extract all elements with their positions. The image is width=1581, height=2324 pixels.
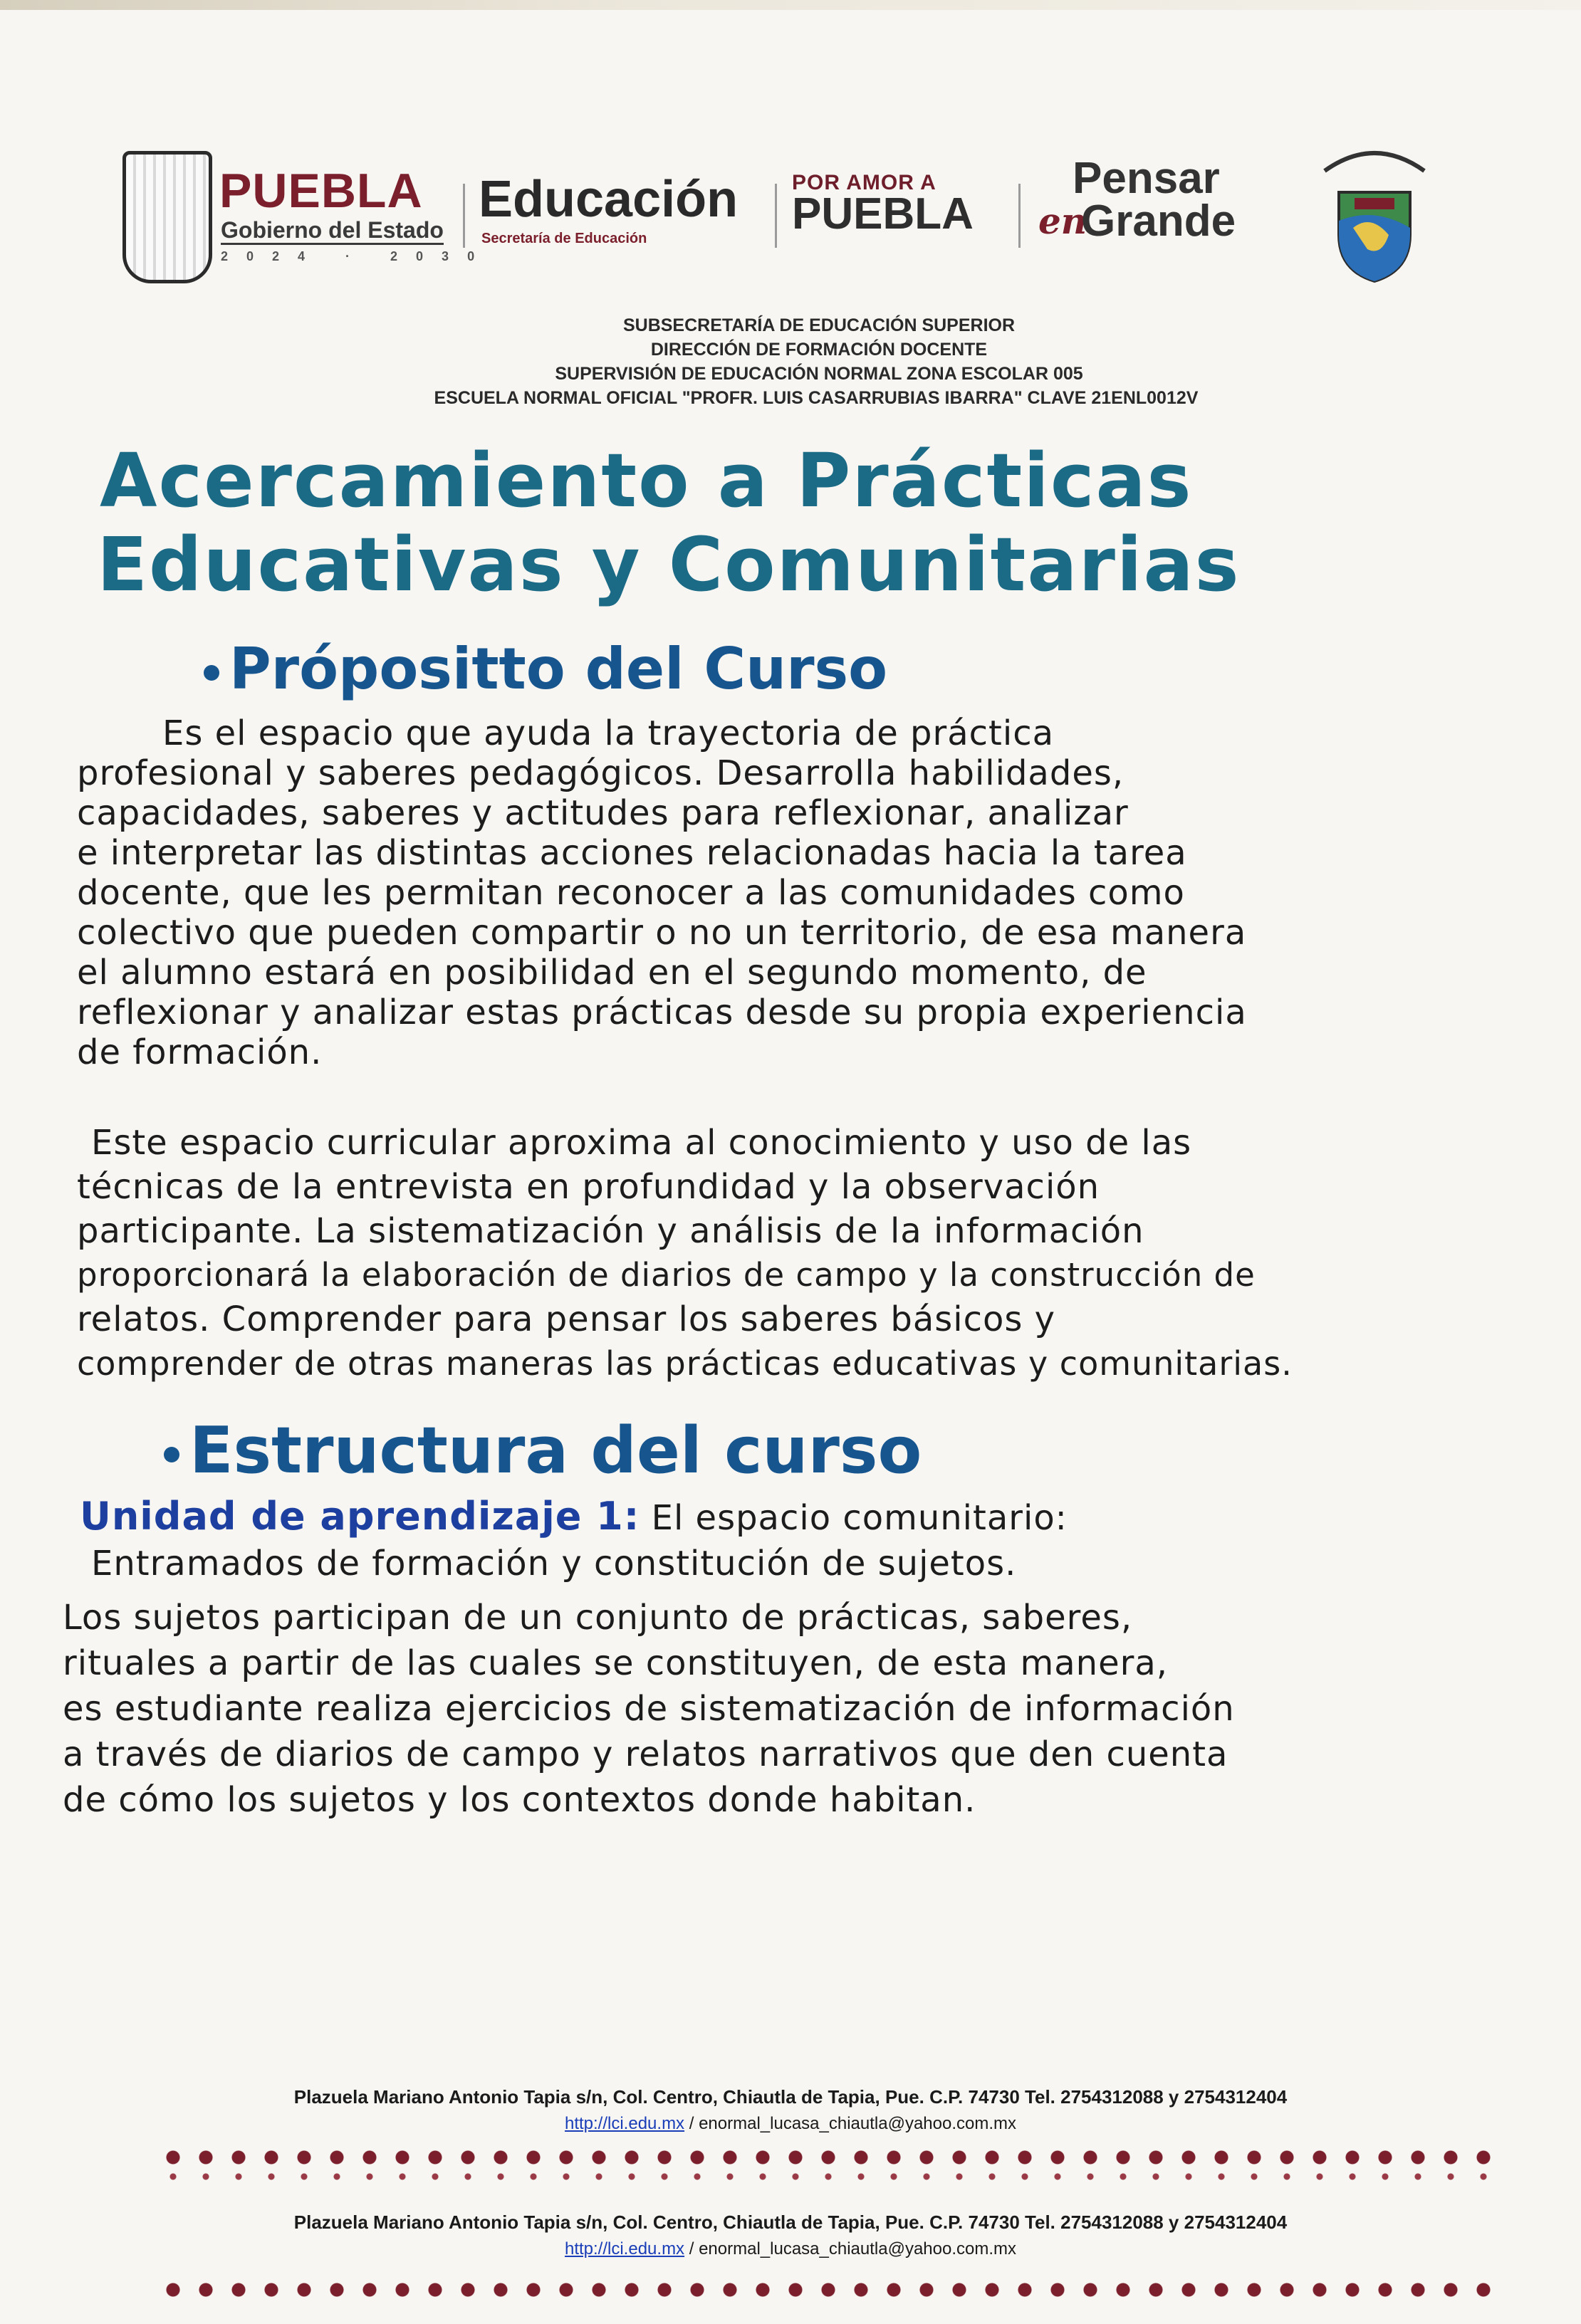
por-amor-puebla-word: PUEBLA [792, 189, 974, 239]
gobierno-years: 2024 · 2030 [221, 249, 494, 263]
text-line: participante. La sistematización y análisis de la información [77, 1211, 1144, 1251]
institution-line-3: SUPERVISIÓN DE EDUCACIÓN NORMAL ZONA ESCOLAR 005 [555, 364, 1083, 384]
text-line: de cómo los sujetos y los contextos donde habitan. [63, 1780, 976, 1820]
footer-secondary [0, 2212, 1581, 2259]
footer-links [0, 2114, 1581, 2134]
text-line: de formación. [77, 1032, 323, 1072]
gobierno-label: Gobierno del Estado [221, 218, 444, 245]
text-line: Es el espacio que ayuda la trayectoria de práctica [162, 713, 1055, 753]
website-link[interactable]: http://lci.edu.mx [564, 2114, 685, 2133]
logo-row [114, 142, 1467, 299]
text-line: Este espacio curricular aproxima al conocimiento y uso de las [91, 1123, 1192, 1163]
text-line: relatos. Comprender para pensar los saberes básicos y [77, 1299, 1056, 1339]
website-link[interactable]: http://lci.edu.mx [564, 2239, 685, 2258]
pensar-en-word: en [1038, 200, 1087, 242]
text-line: es estudiante realiza ejercicios de sistematización de información [63, 1689, 1235, 1729]
proposito-paragraph-2 [77, 1121, 1487, 1386]
page-top-shadow [0, 0, 1581, 10]
decorative-border-icon [157, 2172, 1496, 2182]
institution-line-4: ESCUELA NORMAL OFICIAL "PROFR. LUIS CASARRUBIAS IBARRA" CLAVE 21ENL0012V [434, 388, 1199, 408]
logo-divider [1018, 184, 1021, 248]
text-line: comprender de otras maneras las prácticas educativas y comunitarias. [77, 1344, 1293, 1383]
text-line: Los sujetos participan de un conjunto de prácticas, saberes, [63, 1598, 1133, 1638]
title-line-1: Acercamiento a Prácticas [100, 437, 1193, 524]
institution-line-1: SUBSECRETARÍA DE EDUCACIÓN SUPERIOR [622, 315, 1016, 335]
educacion-logo-word: Educación [479, 171, 739, 228]
secretaria-label: Secretaría de Educación [481, 231, 647, 246]
puebla-logo-word: PUEBLA [219, 164, 423, 218]
section-heading-estructura [164, 1415, 922, 1487]
title-line-2: Educativas y Comunitarias [97, 521, 1241, 608]
pensar-word: Pensar [1073, 154, 1220, 203]
proposito-paragraph-1 [77, 713, 1487, 1072]
unit-1-label: Unidad de aprendizaje 1: [80, 1494, 640, 1539]
bullet-icon [164, 1447, 179, 1462]
text-line: proporcionará la elaboración de diarios de campo y la construcción de [77, 1256, 1256, 1294]
footer-primary [0, 2086, 1581, 2134]
text-line: docente, que les permitan reconocer a las comunidades como [77, 873, 1185, 913]
section-heading-proposito [204, 634, 887, 705]
section-heading-estructura-label: Estructura del curso [189, 1413, 922, 1488]
institution-line-2: DIRECCIÓN DE FORMACIÓN DOCENTE [650, 340, 988, 360]
text-line: colectivo que pueden compartir o no un territorio, de esa manera [77, 913, 1247, 953]
logo-divider [775, 184, 777, 248]
text-line: rituales a partir de las cuales se constituyen, de esta manera, [63, 1643, 1169, 1683]
footer-address: Plazuela Mariano Antonio Tapia s/n, Col. Centro, Chiautla de Tapia, Pue. C.P. 74730 Tel. 2754312088 y 2754312404 [293, 2086, 1288, 2108]
pensar-grande-word: Grande [1081, 197, 1236, 246]
logo-divider [463, 184, 465, 248]
por-amor-label: POR AMOR A [792, 171, 936, 194]
bullet-icon [204, 665, 219, 681]
footer-address: Plazuela Mariano Antonio Tapia s/n, Col. Centro, Chiautla de Tapia, Pue. C.P. 74730 Tel. 2754312088 y 2754312404 [293, 2212, 1288, 2233]
institution-block [370, 313, 1268, 410]
text-line: profesional y saberes pedagógicos. Desarrolla habilidades, [77, 753, 1125, 793]
decorative-border-icon [157, 2276, 1496, 2304]
section-heading-proposito-label: Própositto del Curso [229, 636, 888, 702]
text-line: técnicas de la entrevista en profundidad y la observación [77, 1167, 1100, 1207]
text-line: a través de diarios de campo y relatos narrativos que den cuenta [63, 1734, 1228, 1774]
unit-1-title-rest: El espacio comunitario: [640, 1498, 1068, 1538]
document-title [97, 437, 1424, 608]
text-line: capacidades, saberes y actitudes para reflexionar, analizar [77, 793, 1129, 833]
puebla-coat-of-arms-icon [122, 151, 212, 283]
unit-1-title [80, 1494, 1490, 1541]
unit-1-paragraph [63, 1595, 1501, 1823]
link-separator: / [684, 2114, 699, 2133]
text-line: el alumno estará en posibilidad en el segundo momento, de [77, 953, 1147, 993]
email-text: enormal_lucasa_chiautla@yahoo.com.mx [699, 2114, 1016, 2133]
decorative-border-icon [157, 2143, 1496, 2172]
email-text: enormal_lucasa_chiautla@yahoo.com.mx [699, 2239, 1016, 2258]
licenciatura-emblem-icon [1310, 142, 1439, 285]
text-line: e interpretar las distintas acciones relacionadas hacia la tarea [77, 833, 1187, 873]
link-separator: / [684, 2239, 699, 2258]
footer-links [0, 2239, 1581, 2259]
text-line: reflexionar y analizar estas prácticas desde su propia experiencia [77, 993, 1247, 1032]
unit-1-subtitle: Entramados de formación y constitución de sujetos. [91, 1544, 1017, 1584]
unit-1-block [80, 1494, 1490, 1586]
